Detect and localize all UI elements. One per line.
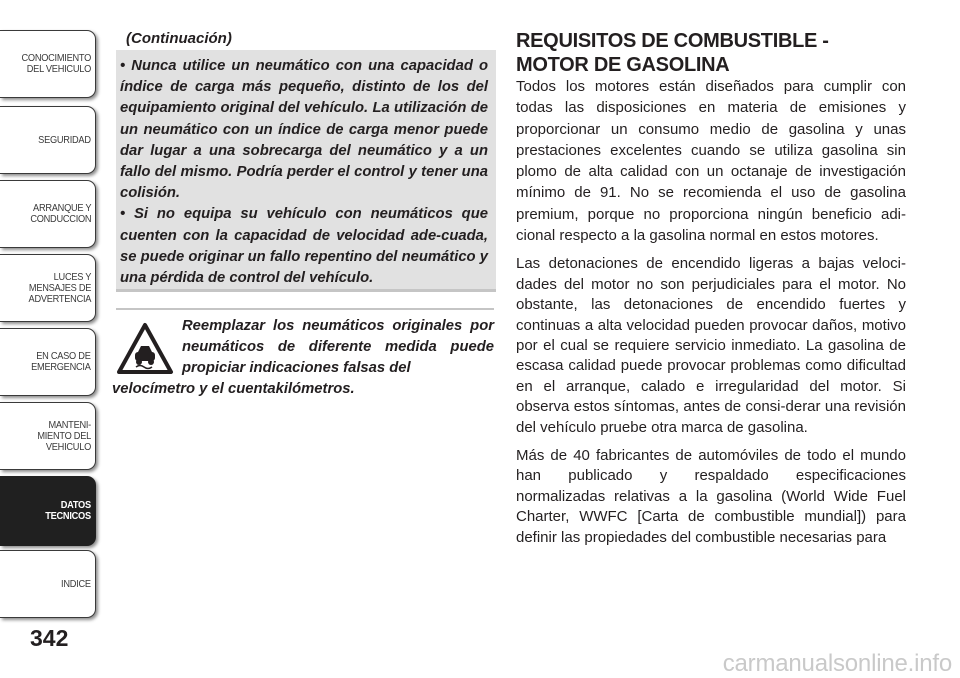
tab-conocimiento-del-vehiculo[interactable] (0, 30, 96, 98)
paragraph: Más de 40 fabricantes de automóviles de todo el mundo han publicado y respaldado especificaciones normalizadas relativas a la gasolina (World Wide Fuel Charter, WWFC [Carta de combustible mundial]) para definir las propiedades del combustible necesarias para (516, 447, 906, 546)
tab-arranque-y-conduccion[interactable] (0, 180, 96, 248)
note-block (112, 308, 494, 402)
tab-seguridad[interactable] (0, 106, 96, 174)
warning-item: • Nunca utilice un neumático con una capacidad o índice de carga más pequeño, distinto de los del equipamiento original del vehículo. La utilización de un neumático con un índice de carga menor puede dar lugar a una sobrecarga del neumático y a un fallo del mismo. Podría perder el control y tener una colisión. (120, 58, 488, 202)
tab-label: INDICE (61, 577, 91, 590)
section-title: REQUISITOS DE COMBUSTIBLE - (516, 30, 829, 52)
paragraph: Todos los motores están diseñados para cumplir con todas las disposiciones en materia de emisiones y proporcionar un consumo medio de gasolina y unas prestaciones excelentes cuando se utiliza gasolina sin plomo de alta calidad con un octanaje de investigación mínimo de 91. No se recomienda el uso de gasolina premium, porque no proporciona ningún beneficio adi-cional respecto a la gasolina normal en estos motores. (516, 78, 906, 245)
tab-label: ARRANQUE Y CONDUCCION (29, 202, 91, 225)
tab-label: DATOS TECNICOS (45, 499, 91, 522)
paragraph: Las detonaciones de encendido ligeras a bajas veloci-dades del motor no son perjudiciales para el motor. No obstante, las detonaciones de encendido fuertes y continuas a alta velocidad pueden provocar daños, motivo por el cual se requiere servicio inmediato. La gasolina de escasa calidad puede provocar problemas como dificultad en el arranque, calado e irregularidad del motor. Si observa estos síntomas, antes de consi-derar una revisión del vehículo pruebe otra marca de gasolina. (516, 255, 906, 436)
note-text-end: velocímetro y el cuentakilómetros. (112, 381, 355, 397)
tab-label: MANTENI- MIENTO DEL VEHICULO (37, 418, 91, 453)
continuation-label: (Continuación) (126, 30, 232, 47)
tab-label: LUCES Y MENSAJES DE ADVERTENCIA (28, 270, 91, 305)
tab-indice[interactable] (0, 550, 96, 618)
fuel-requirements-section (516, 28, 906, 556)
warning-box (116, 50, 496, 292)
section-title: MOTOR DE GASOLINA (516, 54, 730, 76)
tab-en-caso-de-emergencia[interactable] (0, 328, 96, 396)
tab-label: SEGURIDAD (38, 133, 91, 146)
warning-car-skid-icon (116, 322, 174, 376)
tab-datos-tecnicos[interactable] (0, 476, 96, 546)
warning-item: • Si no equipa su vehículo con neumáticos que cuenten con la capacidad de velocidad ade-cuada, se puede originar un fallo repentino del neumático y una pérdida de control del vehículo. (120, 206, 488, 287)
note-text: Reemplazar los neumáticos originales por neumáticos de diferente medida puede propiciar indicaciones falsas del (182, 318, 494, 377)
tab-label: CONOCIMIENTO DEL VEHICULO (21, 52, 91, 75)
tab-luces-y-mensajes[interactable] (0, 254, 96, 322)
watermark: carmanualsonline.info (722, 650, 952, 677)
page-number: 342 (30, 625, 69, 651)
tab-label: EN CASO DE EMERGENCIA (31, 350, 91, 373)
tab-mantenimiento-del-vehiculo[interactable] (0, 402, 96, 470)
